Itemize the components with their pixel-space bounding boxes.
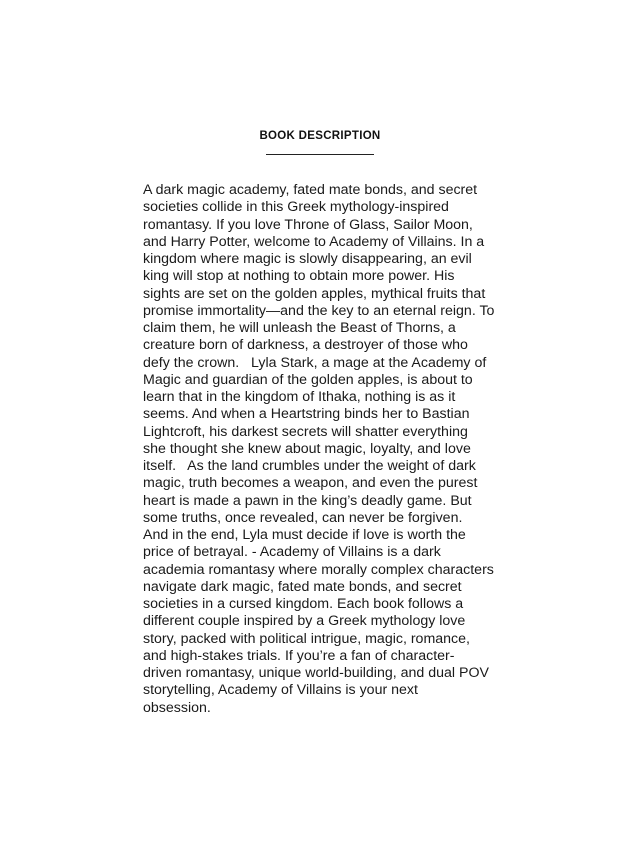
description-line: defy the crown. Lyla Stark, a mage at the Academy of [143,354,487,371]
description-line: magic, truth becomes a weapon, and even the purest [143,475,478,492]
description-line: kingdom where magic is slowly disappearing, an evil [143,251,472,267]
description-line: obsession. [143,699,211,716]
description-line: and Harry Potter, welcome to Academy of Villains. In a [143,233,485,250]
description-line: societies in a cursed kingdom. Each book follows a [143,596,464,612]
description-line: Magic and guardian of the golden apples, is about to [143,371,473,388]
description-line: storytelling, Academy of Villains is your next [143,682,418,699]
description-line: heart is made a pawn in the king’s deadly game. But [143,492,472,509]
description-line: claim them, he will unleash the Beast of Thorns, a [143,320,456,336]
description-line: she thought she knew about magic, loyalty, and love [143,440,471,457]
description-line: some truths, once revealed, can never be forgiven. [143,509,463,526]
description-line: driven romantasy, unique world-building, and dual POV [143,665,489,681]
description-line: promise immortality—and the key to an eternal reign. To [143,302,495,319]
description-line: navigate dark magic, fated mate bonds, and secret [143,578,462,595]
description-line: seems. And when a Heartstring binds her to Bastian [143,406,470,423]
description-line: A dark magic academy, fated mate bonds, and secret [143,182,478,198]
description-line: itself. As the land crumbles under the weight of dark [143,458,476,474]
description-line: learn that in the kingdom of Ithaka, nothing is as it [143,389,456,405]
description-line: and high-stakes trials. If you’re a fan of character- [143,647,455,664]
section-heading: BOOK DESCRIPTION [259,130,381,142]
description-line: societies collide in this Greek mythology-inspired [143,199,449,216]
description-line: romantasy. If you love Throne of Glass, Sailor Moon, [143,216,473,233]
description-line: king will stop at nothing to obtain more power. His [143,268,455,285]
description-line: Lightcroft, his darkest secrets will shatter everything [143,423,468,440]
description-line: price of betrayal. - Academy of Villains is a dark [143,544,441,561]
heading-underline [266,154,374,155]
description-text [143,182,503,717]
description-line: different couple inspired by a Greek mythology love [143,613,466,630]
description-line: creature born of darkness, a destroyer of those who [143,337,468,354]
description-line: And in the end, Lyla must decide if love is worth the [143,527,466,543]
description-line: academia romantasy where morally complex characters [143,561,494,578]
description-line: sights are set on the golden apples, mythical fruits that [143,285,486,302]
description-line: story, packed with political intrigue, magic, romance, [143,630,470,647]
